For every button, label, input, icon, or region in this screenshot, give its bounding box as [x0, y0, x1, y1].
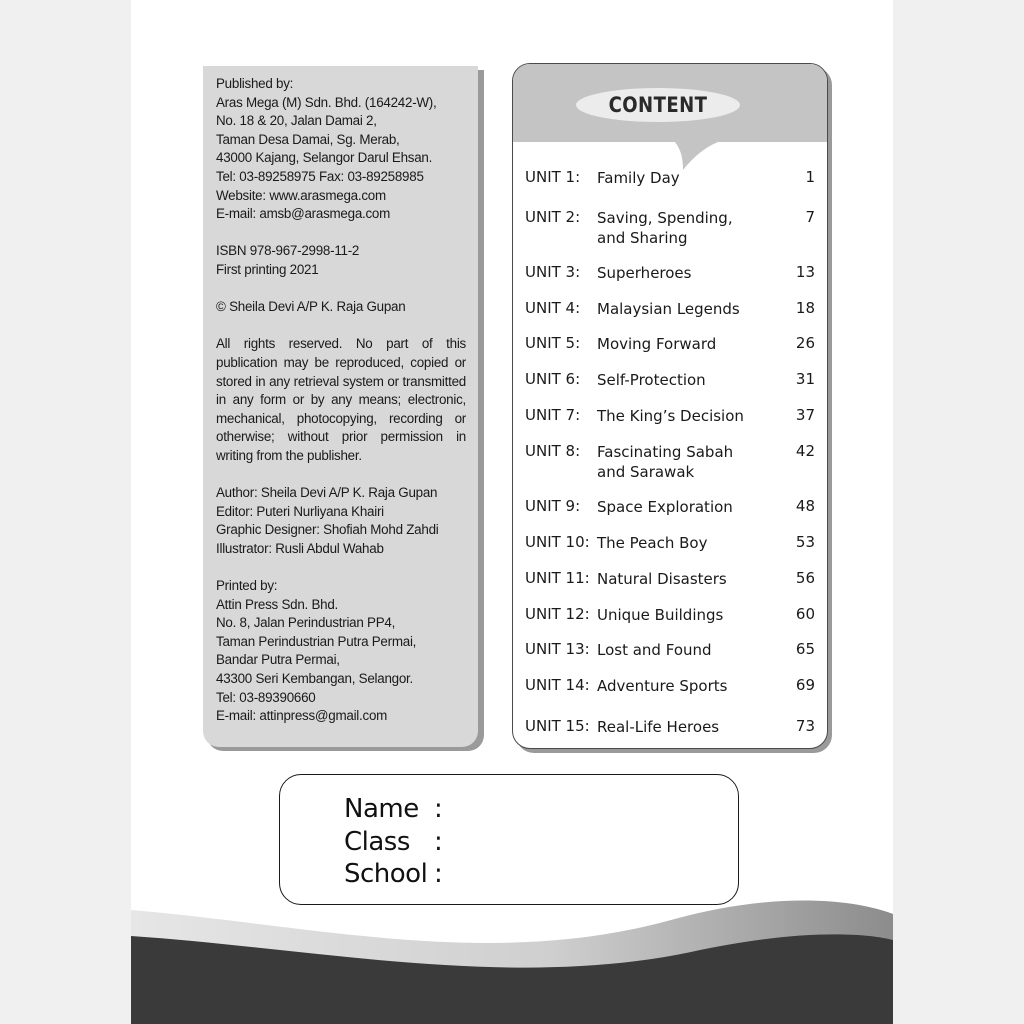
student-info-box [279, 774, 739, 905]
contents-row [513, 442, 828, 482]
printed-by-line: 43300 Seri Kembangan, Selangor. [216, 671, 413, 686]
contents-row [513, 334, 828, 374]
contents-unit-label: UNIT 5: [525, 334, 581, 352]
contents-row [513, 497, 828, 537]
printed-by-line: Taman Perindustrian Putra Permai, [216, 633, 417, 649]
contents-unit-title: Family Day [597, 169, 680, 187]
rights-statement: All rights reserved. No part of this publication may be reproduced, copied or stored in any retrieval system or transmitted in any form or by any means; electronic, mechanical, photocopying, recording or otherwise; without prior permission in writing from the publisher. [216, 336, 466, 463]
contents-page-number: 37 [795, 406, 815, 424]
contents-row [513, 569, 828, 609]
contents-unit-label: UNIT 11: [525, 569, 590, 587]
published-by-line: No. 18 & 20, Jalan Damai 2, [216, 113, 377, 129]
school-label: School [344, 859, 428, 889]
credit-line: Author: Sheila Devi A/P K. Raja Gupan [216, 485, 438, 501]
published-by-line: Aras Mega (M) Sdn. Bhd. (164242-W), [216, 94, 437, 110]
contents-page-number: 69 [795, 676, 815, 694]
contents-unit-title: Self-Protection [597, 371, 706, 389]
printed-by-line: Bandar Putra Permai, [216, 652, 340, 668]
contents-unit-title: Malaysian Legends [597, 300, 740, 318]
printed-by-line: Attin Press Sdn. Bhd. [216, 596, 339, 612]
contents-page-number: 48 [795, 497, 815, 515]
contents-page-number: 42 [795, 442, 815, 460]
contents-unit-label: UNIT 4: [525, 299, 581, 317]
contents-unit-label: UNIT 2: [525, 208, 581, 226]
name-colon: : [434, 794, 443, 824]
school-colon: : [434, 859, 443, 889]
contents-unit-title: Moving Forward [597, 335, 717, 353]
contents-page-number: 53 [795, 533, 815, 551]
contents-row [513, 263, 828, 303]
contents-unit-title: Natural Disasters [597, 570, 727, 588]
published-by-line: Website: www.arasmega.com [216, 187, 386, 203]
published-by-line: Taman Desa Damai, Sg. Merab, [216, 131, 400, 147]
contents-unit-label: UNIT 9: [525, 497, 581, 515]
contents-row [513, 208, 828, 248]
isbn-block [216, 242, 466, 279]
contents-unit-label: UNIT 7: [525, 406, 581, 424]
contents-unit-label: UNIT 12: [525, 605, 590, 623]
contents-row [513, 299, 828, 339]
contents-unit-title: Real-Life Heroes [597, 718, 720, 736]
copyright-block [216, 298, 466, 317]
printed-by-line: Tel: 03-89390660 [216, 689, 316, 705]
contents-unit-title: Lost and Found [597, 641, 712, 659]
contents-page-number: 73 [795, 717, 815, 735]
contents-unit-label: UNIT 10: [525, 533, 590, 551]
contents-row [513, 406, 828, 446]
published-by-line: Published by: [216, 76, 294, 91]
contents-unit-label: UNIT 3: [525, 263, 581, 281]
contents-unit-title: The King’s Decision [597, 407, 744, 425]
contents-page-number: 1 [805, 168, 815, 186]
contents-row [513, 640, 828, 680]
printed-by-line: Printed by: [216, 578, 278, 594]
contents-page-number: 7 [805, 208, 815, 226]
isbn-text: ISBN 978-967-2998-11-2 [216, 243, 360, 259]
contents-unit-title: Saving, Spending, and Sharing [597, 209, 733, 247]
contents-unit-label: UNIT 1: [525, 168, 581, 186]
class-colon: : [434, 827, 443, 857]
credit-line: Graphic Designer: Shofiah Mohd Zahdi [216, 522, 439, 538]
contents-page-number: 13 [795, 263, 815, 281]
contents-row [513, 717, 828, 749]
contents-page-number: 18 [795, 299, 815, 317]
credit-line: Illustrator: Rusli Abdul Wahab [216, 540, 384, 556]
contents-unit-title: Space Exploration [597, 498, 733, 516]
credit-line: Editor: Puteri Nurliyana Khairi [216, 503, 384, 519]
contents-row [513, 168, 828, 208]
published-by-block [216, 75, 466, 224]
printing-text: First printing 2021 [216, 261, 319, 277]
copyright-text: © Sheila Devi A/P K. Raja Gupan [216, 299, 406, 315]
printed-by-line: No. 8, Jalan Perindustrian PP4, [216, 615, 396, 631]
contents-page-number: 65 [795, 640, 815, 658]
contents-unit-label: UNIT 14: [525, 676, 590, 694]
contents-row [513, 533, 828, 573]
contents-unit-title: Unique Buildings [597, 606, 724, 624]
contents-unit-label: UNIT 6: [525, 370, 581, 388]
published-by-line: Tel: 03-89258975 Fax: 03-89258985 [216, 168, 424, 184]
contents-page-number: 26 [795, 334, 815, 352]
published-by-line: E-mail: amsb@arasmega.com [216, 206, 391, 222]
contents-unit-title: The Peach Boy [597, 534, 708, 552]
contents-row [513, 370, 828, 410]
credits-block [216, 484, 466, 558]
contents-unit-title: Fascinating Sabah and Sarawak [597, 443, 734, 481]
printed-by-line: E-mail: attinpress@gmail.com [216, 708, 388, 724]
printed-by-block [216, 577, 466, 726]
contents-title: CONTENT [608, 93, 708, 117]
contents-unit-label: UNIT 8: [525, 442, 581, 460]
contents-unit-title: Adventure Sports [597, 677, 728, 695]
name-label: Name [344, 794, 419, 824]
contents-page-number: 56 [795, 569, 815, 587]
contents-page-number: 31 [795, 370, 815, 388]
publisher-panel [203, 66, 478, 747]
contents-row [513, 605, 828, 645]
contents-unit-title: Superheroes [597, 264, 692, 282]
contents-page-number: 60 [795, 605, 815, 623]
contents-unit-label: UNIT 15: [525, 717, 590, 735]
contents-unit-label: UNIT 13: [525, 640, 590, 658]
published-by-line: 43000 Kajang, Selangor Darul Ehsan. [216, 150, 433, 166]
contents-panel [512, 63, 828, 749]
class-label: Class [344, 827, 410, 857]
contents-row [513, 676, 828, 716]
